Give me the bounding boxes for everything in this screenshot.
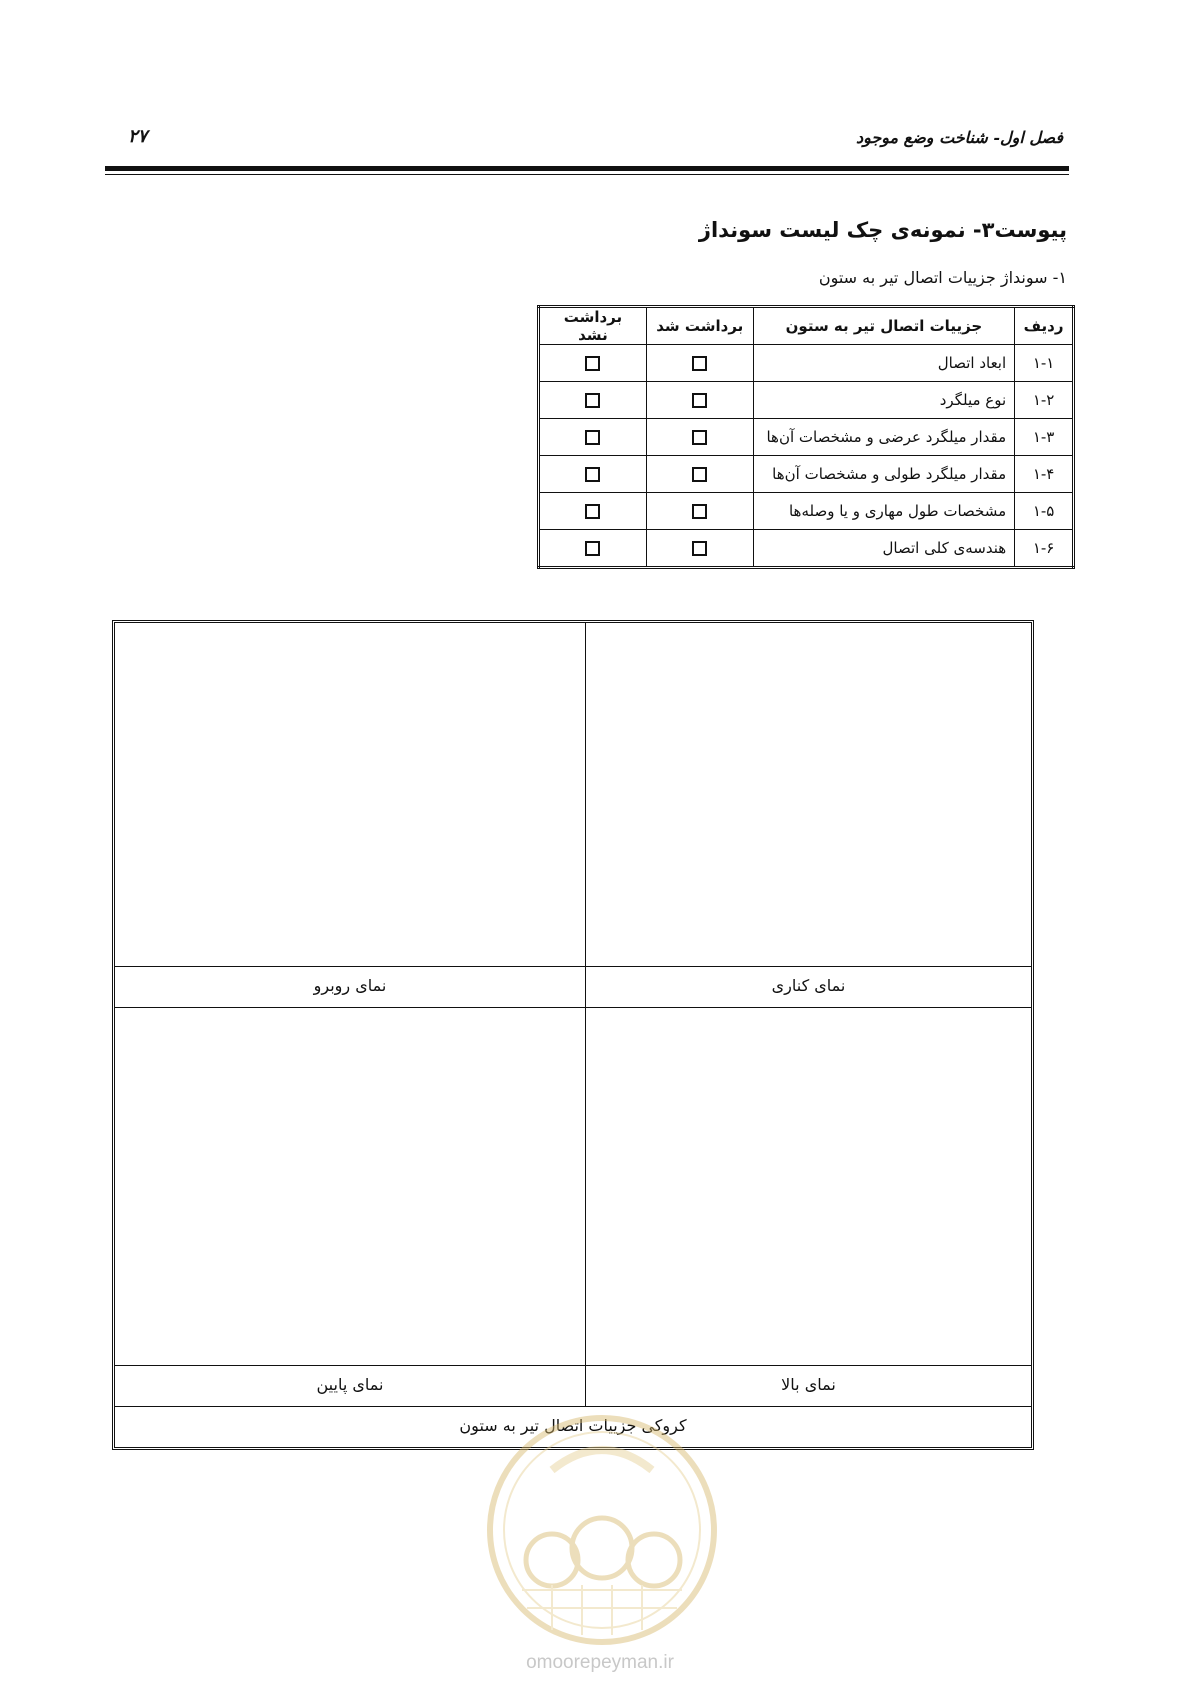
front-view-area[interactable] xyxy=(115,623,585,966)
sketch-caption: کروکی جزییات اتصال تیر به ستون xyxy=(459,1416,687,1435)
row-id: ۱-۳ xyxy=(1015,419,1074,456)
watermark-url: omoorepeyman.ir xyxy=(526,1652,674,1673)
taken-checkbox[interactable] xyxy=(692,430,707,445)
sketch-divider-3 xyxy=(115,1365,1031,1366)
row-detail: ابعاد اتصال xyxy=(753,345,1014,382)
row-id: ۱-۲ xyxy=(1015,382,1074,419)
not-taken-checkbox[interactable] xyxy=(585,541,600,556)
taken-cell xyxy=(646,382,753,419)
taken-cell xyxy=(646,456,753,493)
header-rule-thick xyxy=(105,166,1069,171)
not-taken-cell xyxy=(539,530,647,568)
chapter-title: فصل اول- شناخت وضع موجود xyxy=(855,128,1063,147)
row-id: ۱-۶ xyxy=(1015,530,1074,568)
taken-checkbox[interactable] xyxy=(692,467,707,482)
top-view-label: نمای بالا xyxy=(781,1375,836,1394)
subsection-title: ۱- سونداژ جزییات اتصال تیر به ستون xyxy=(818,268,1067,287)
row-detail: مقدار میلگرد طولی و مشخصات آن‌ها xyxy=(753,456,1014,493)
page-number: ۲۷ xyxy=(128,126,148,147)
header-row-id: ردیف xyxy=(1015,307,1074,345)
header-taken: برداشت شد xyxy=(646,307,753,345)
row-detail: مشخصات طول مهاری و یا وصله‌ها xyxy=(753,493,1014,530)
top-view-area[interactable] xyxy=(586,1008,1031,1365)
taken-checkbox[interactable] xyxy=(692,356,707,371)
table-row xyxy=(539,345,1074,382)
table-row xyxy=(539,419,1074,456)
sketch-divider-4 xyxy=(115,1406,1031,1407)
header-detail: جزییات اتصال تیر به ستون xyxy=(753,307,1014,345)
row-id: ۱-۱ xyxy=(1015,345,1074,382)
sketch-divider-1 xyxy=(115,966,1031,967)
checklist-table xyxy=(537,305,1075,569)
watermark-logo xyxy=(482,1410,722,1650)
table-row xyxy=(539,530,1074,568)
header-not-taken: برداشت نشد xyxy=(539,307,647,345)
appendix-title: پیوست۳- نمونه‌ی چک لیست سونداژ xyxy=(698,218,1067,242)
row-detail: نوع میلگرد xyxy=(753,382,1014,419)
front-view-label: نمای روبرو xyxy=(313,976,387,995)
bottom-view-label: نمای پایین xyxy=(316,1375,384,1394)
not-taken-cell xyxy=(539,419,647,456)
header-rule-thin xyxy=(105,174,1069,175)
not-taken-checkbox[interactable] xyxy=(585,430,600,445)
side-view-label: نمای کناری xyxy=(771,976,846,995)
taken-cell xyxy=(646,345,753,382)
not-taken-cell xyxy=(539,345,647,382)
bottom-view-area[interactable] xyxy=(115,1008,585,1365)
not-taken-checkbox[interactable] xyxy=(585,504,600,519)
row-id: ۱-۴ xyxy=(1015,456,1074,493)
taken-cell xyxy=(646,493,753,530)
not-taken-checkbox[interactable] xyxy=(585,356,600,371)
row-detail: هندسه‌ی کلی اتصال xyxy=(753,530,1014,568)
not-taken-cell xyxy=(539,382,647,419)
table-row xyxy=(539,493,1074,530)
not-taken-cell xyxy=(539,493,647,530)
row-id: ۱-۵ xyxy=(1015,493,1074,530)
taken-checkbox[interactable] xyxy=(692,504,707,519)
not-taken-checkbox[interactable] xyxy=(585,467,600,482)
taken-cell xyxy=(646,419,753,456)
taken-checkbox[interactable] xyxy=(692,393,707,408)
not-taken-checkbox[interactable] xyxy=(585,393,600,408)
taken-cell xyxy=(646,530,753,568)
sketch-frame xyxy=(112,620,1034,1450)
not-taken-cell xyxy=(539,456,647,493)
side-view-area[interactable] xyxy=(586,623,1031,966)
row-detail: مقدار میلگرد عرضی و مشخصات آن‌ها xyxy=(753,419,1014,456)
taken-checkbox[interactable] xyxy=(692,541,707,556)
checklist-header-row xyxy=(539,307,1074,345)
table-row xyxy=(539,456,1074,493)
table-row xyxy=(539,382,1074,419)
